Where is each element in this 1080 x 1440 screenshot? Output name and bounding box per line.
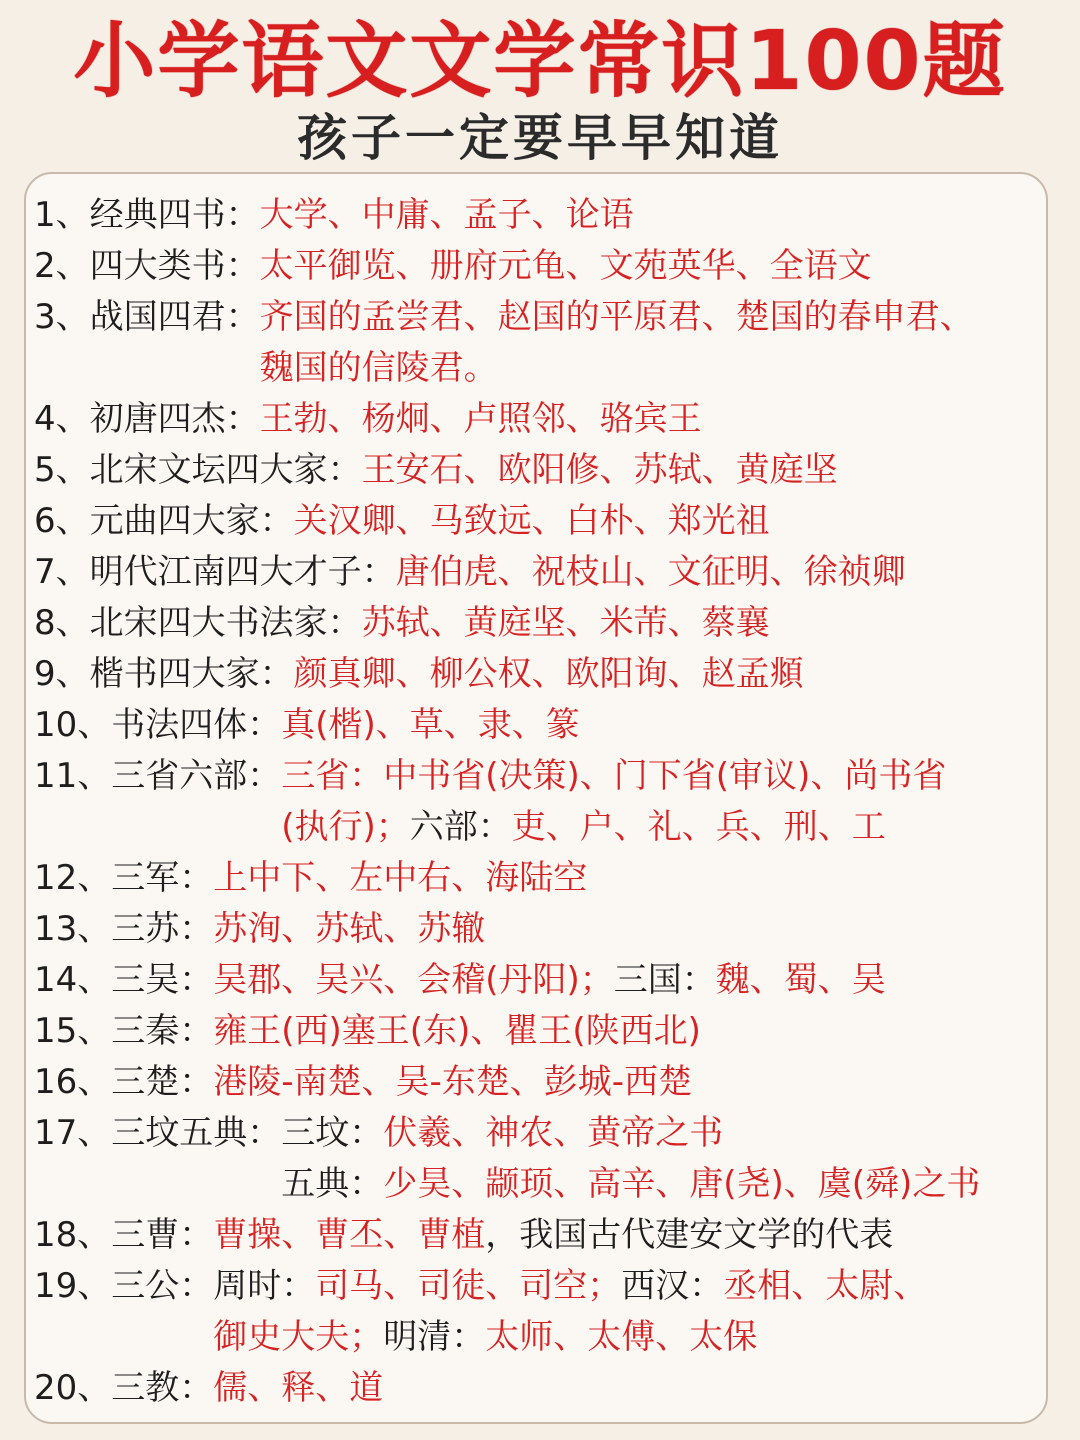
- answer-line: [362, 445, 838, 496]
- answer-line: [396, 547, 906, 598]
- answer-sublabel: 西汉：: [621, 1266, 724, 1306]
- answer-text: 大学、中庸、孟子、论语: [259, 195, 634, 235]
- list-item: [34, 649, 1044, 700]
- answer-sublabel: 明清：: [383, 1317, 486, 1357]
- answer-line: [260, 292, 974, 343]
- item-label: 18、三曹：: [34, 1215, 214, 1255]
- answer-line: [260, 241, 872, 292]
- list-item: [34, 547, 1044, 598]
- item-answer: [213, 955, 886, 1006]
- list-item: [34, 1363, 1044, 1414]
- page-subtitle: 孩子一定要早早知道: [297, 109, 783, 167]
- item-answer: [260, 394, 702, 445]
- item-label: 3、战国四君：: [34, 297, 260, 337]
- answer-line: [281, 802, 946, 853]
- answer-text: 吴郡、吴兴、会稽(丹阳)；: [213, 960, 614, 1000]
- list-item: [34, 1210, 1044, 1261]
- item-answer: [213, 1363, 383, 1414]
- item-answer: [294, 496, 770, 547]
- answer-line: [260, 190, 634, 241]
- item-label: 1、经典四书：: [34, 195, 260, 235]
- answer-line: [213, 1006, 701, 1057]
- answer-text: 太平御览、册府元龟、文苑英华、全语文: [259, 246, 872, 286]
- item-answer: [213, 853, 587, 904]
- answer-line: [281, 751, 946, 802]
- answer-text: 儒、释、道: [213, 1368, 384, 1408]
- answer-text: 魏、蜀、吴: [715, 960, 886, 1000]
- item-answer: [281, 751, 946, 853]
- item-label: 12、三军：: [34, 858, 214, 898]
- answer-text: (执行)；: [281, 807, 410, 847]
- answer-sublabel: 三国：: [613, 960, 716, 1000]
- answer-sublabel: 周时：: [213, 1266, 316, 1306]
- list-item: [34, 904, 1044, 955]
- answer-line: [362, 598, 770, 649]
- item-label: 13、三苏：: [34, 909, 214, 949]
- answer-text: 王勃、杨炯、卢照邻、骆宾王: [259, 399, 702, 439]
- list-item: [34, 1261, 1044, 1363]
- item-label: 7、明代江南四大才子：: [34, 552, 396, 592]
- answer-line: [281, 1159, 980, 1210]
- item-answer: [294, 649, 804, 700]
- answer-text: 伏羲、神农、黄帝之书: [383, 1113, 724, 1153]
- answer-line: [213, 1210, 893, 1261]
- answer-line: [213, 904, 485, 955]
- list-item: [34, 1057, 1044, 1108]
- answer-text: 关汉卿、马致远、白朴、郑光祖: [293, 501, 770, 541]
- answer-text: 港陵-南楚、吴-东楚、彭城-西楚: [213, 1062, 693, 1102]
- item-answer: [362, 445, 838, 496]
- list-item: [34, 598, 1044, 649]
- item-label: 15、三秦：: [34, 1011, 214, 1051]
- list-item: [34, 241, 1044, 292]
- answer-text: 王安石、欧阳修、苏轼、黄庭坚: [361, 450, 838, 490]
- list-item: [34, 292, 1044, 394]
- answer-text: 上中下、左中右、海陆空: [213, 858, 588, 898]
- answer-line: [260, 394, 702, 445]
- answer-text: 真(楷)、草、隶、篆: [281, 705, 580, 745]
- item-answer: [396, 547, 906, 598]
- item-label: 6、元曲四大家：: [34, 501, 294, 541]
- answer-text: 三省：中书省(决策)、门下省(审议)、尚书省: [281, 756, 947, 796]
- list-item: [34, 1108, 1044, 1210]
- answer-sublabel: 六部：: [409, 807, 512, 847]
- list-item: [34, 853, 1044, 904]
- answer-line: [213, 1312, 927, 1363]
- item-label: 2、四大类书：: [34, 246, 260, 286]
- item-label: 9、楷书四大家：: [34, 654, 294, 694]
- item-answer: [213, 904, 485, 955]
- item-answer: [213, 1006, 701, 1057]
- item-label: 19、三公：: [34, 1266, 214, 1306]
- answer-sublabel: 三坟：: [281, 1113, 384, 1153]
- answer-line: [260, 343, 974, 394]
- answer-text: 苏轼、黄庭坚、米芾、蔡襄: [361, 603, 770, 643]
- answer-line: [213, 1057, 692, 1108]
- answer-line: [294, 649, 804, 700]
- item-label: 8、北宋四大书法家：: [34, 603, 362, 643]
- list-item: [34, 955, 1044, 1006]
- item-answer: [362, 598, 770, 649]
- item-label: 16、三楚：: [34, 1062, 214, 1102]
- list-item: [34, 1006, 1044, 1057]
- item-answer: [260, 292, 974, 394]
- answer-text: 雍王(西)塞王(东)、瞿王(陕西北): [213, 1011, 701, 1051]
- answer-line: [213, 853, 587, 904]
- item-label: 4、初唐四杰：: [34, 399, 260, 439]
- answer-text: 曹操、曹丕、曹植: [213, 1215, 486, 1255]
- answer-line: [294, 496, 770, 547]
- knowledge-list: [34, 190, 1044, 1414]
- list-item: [34, 496, 1044, 547]
- answer-line: [281, 700, 580, 751]
- answer-text: 丞相、太尉、: [723, 1266, 928, 1306]
- item-label: 14、三吴：: [34, 960, 214, 1000]
- list-item: [34, 445, 1044, 496]
- answer-text: 颜真卿、柳公权、欧阳询、赵孟頫: [293, 654, 804, 694]
- item-label: 5、北宋文坛四大家：: [34, 450, 362, 490]
- item-label: 17、三坟五典：: [34, 1113, 282, 1153]
- answer-line: [281, 1108, 980, 1159]
- item-answer: [213, 1261, 927, 1363]
- item-answer: [281, 700, 580, 751]
- answer-line: [213, 955, 886, 1006]
- item-label: 10、书法四体：: [34, 705, 282, 745]
- answer-sublabel: 五典：: [281, 1164, 384, 1204]
- item-label: 11、三省六部：: [34, 756, 282, 796]
- answer-sublabel: ，我国古代建安文学的代表: [485, 1215, 894, 1255]
- answer-text: 少昊、颛顼、高辛、唐(尧)、虞(舜)之书: [383, 1164, 981, 1204]
- answer-text: 司马、司徒、司空；: [315, 1266, 622, 1306]
- answer-line: [213, 1261, 927, 1312]
- item-answer: [213, 1210, 893, 1261]
- list-item: [34, 751, 1044, 853]
- list-item: [34, 394, 1044, 445]
- answer-text: 御史大夫；: [213, 1317, 384, 1357]
- answer-text: 齐国的孟尝君、赵国的平原君、楚国的春申君、: [259, 297, 974, 337]
- item-answer: [281, 1108, 980, 1210]
- answer-text: 吏、户、礼、兵、刑、工: [511, 807, 886, 847]
- item-label: 20、三教：: [34, 1368, 214, 1408]
- list-item: [34, 700, 1044, 751]
- item-answer: [213, 1057, 692, 1108]
- answer-text: 魏国的信陵君。: [259, 348, 498, 388]
- answer-text: 苏洵、苏轼、苏辙: [213, 909, 486, 949]
- page-title: 小学语文文学常识100题: [73, 14, 1007, 109]
- item-answer: [260, 190, 634, 241]
- answer-text: 唐伯虎、祝枝山、文征明、徐祯卿: [395, 552, 906, 592]
- item-answer: [260, 241, 872, 292]
- answer-line: [213, 1363, 383, 1414]
- list-item: [34, 190, 1044, 241]
- answer-text: 太师、太傅、太保: [485, 1317, 758, 1357]
